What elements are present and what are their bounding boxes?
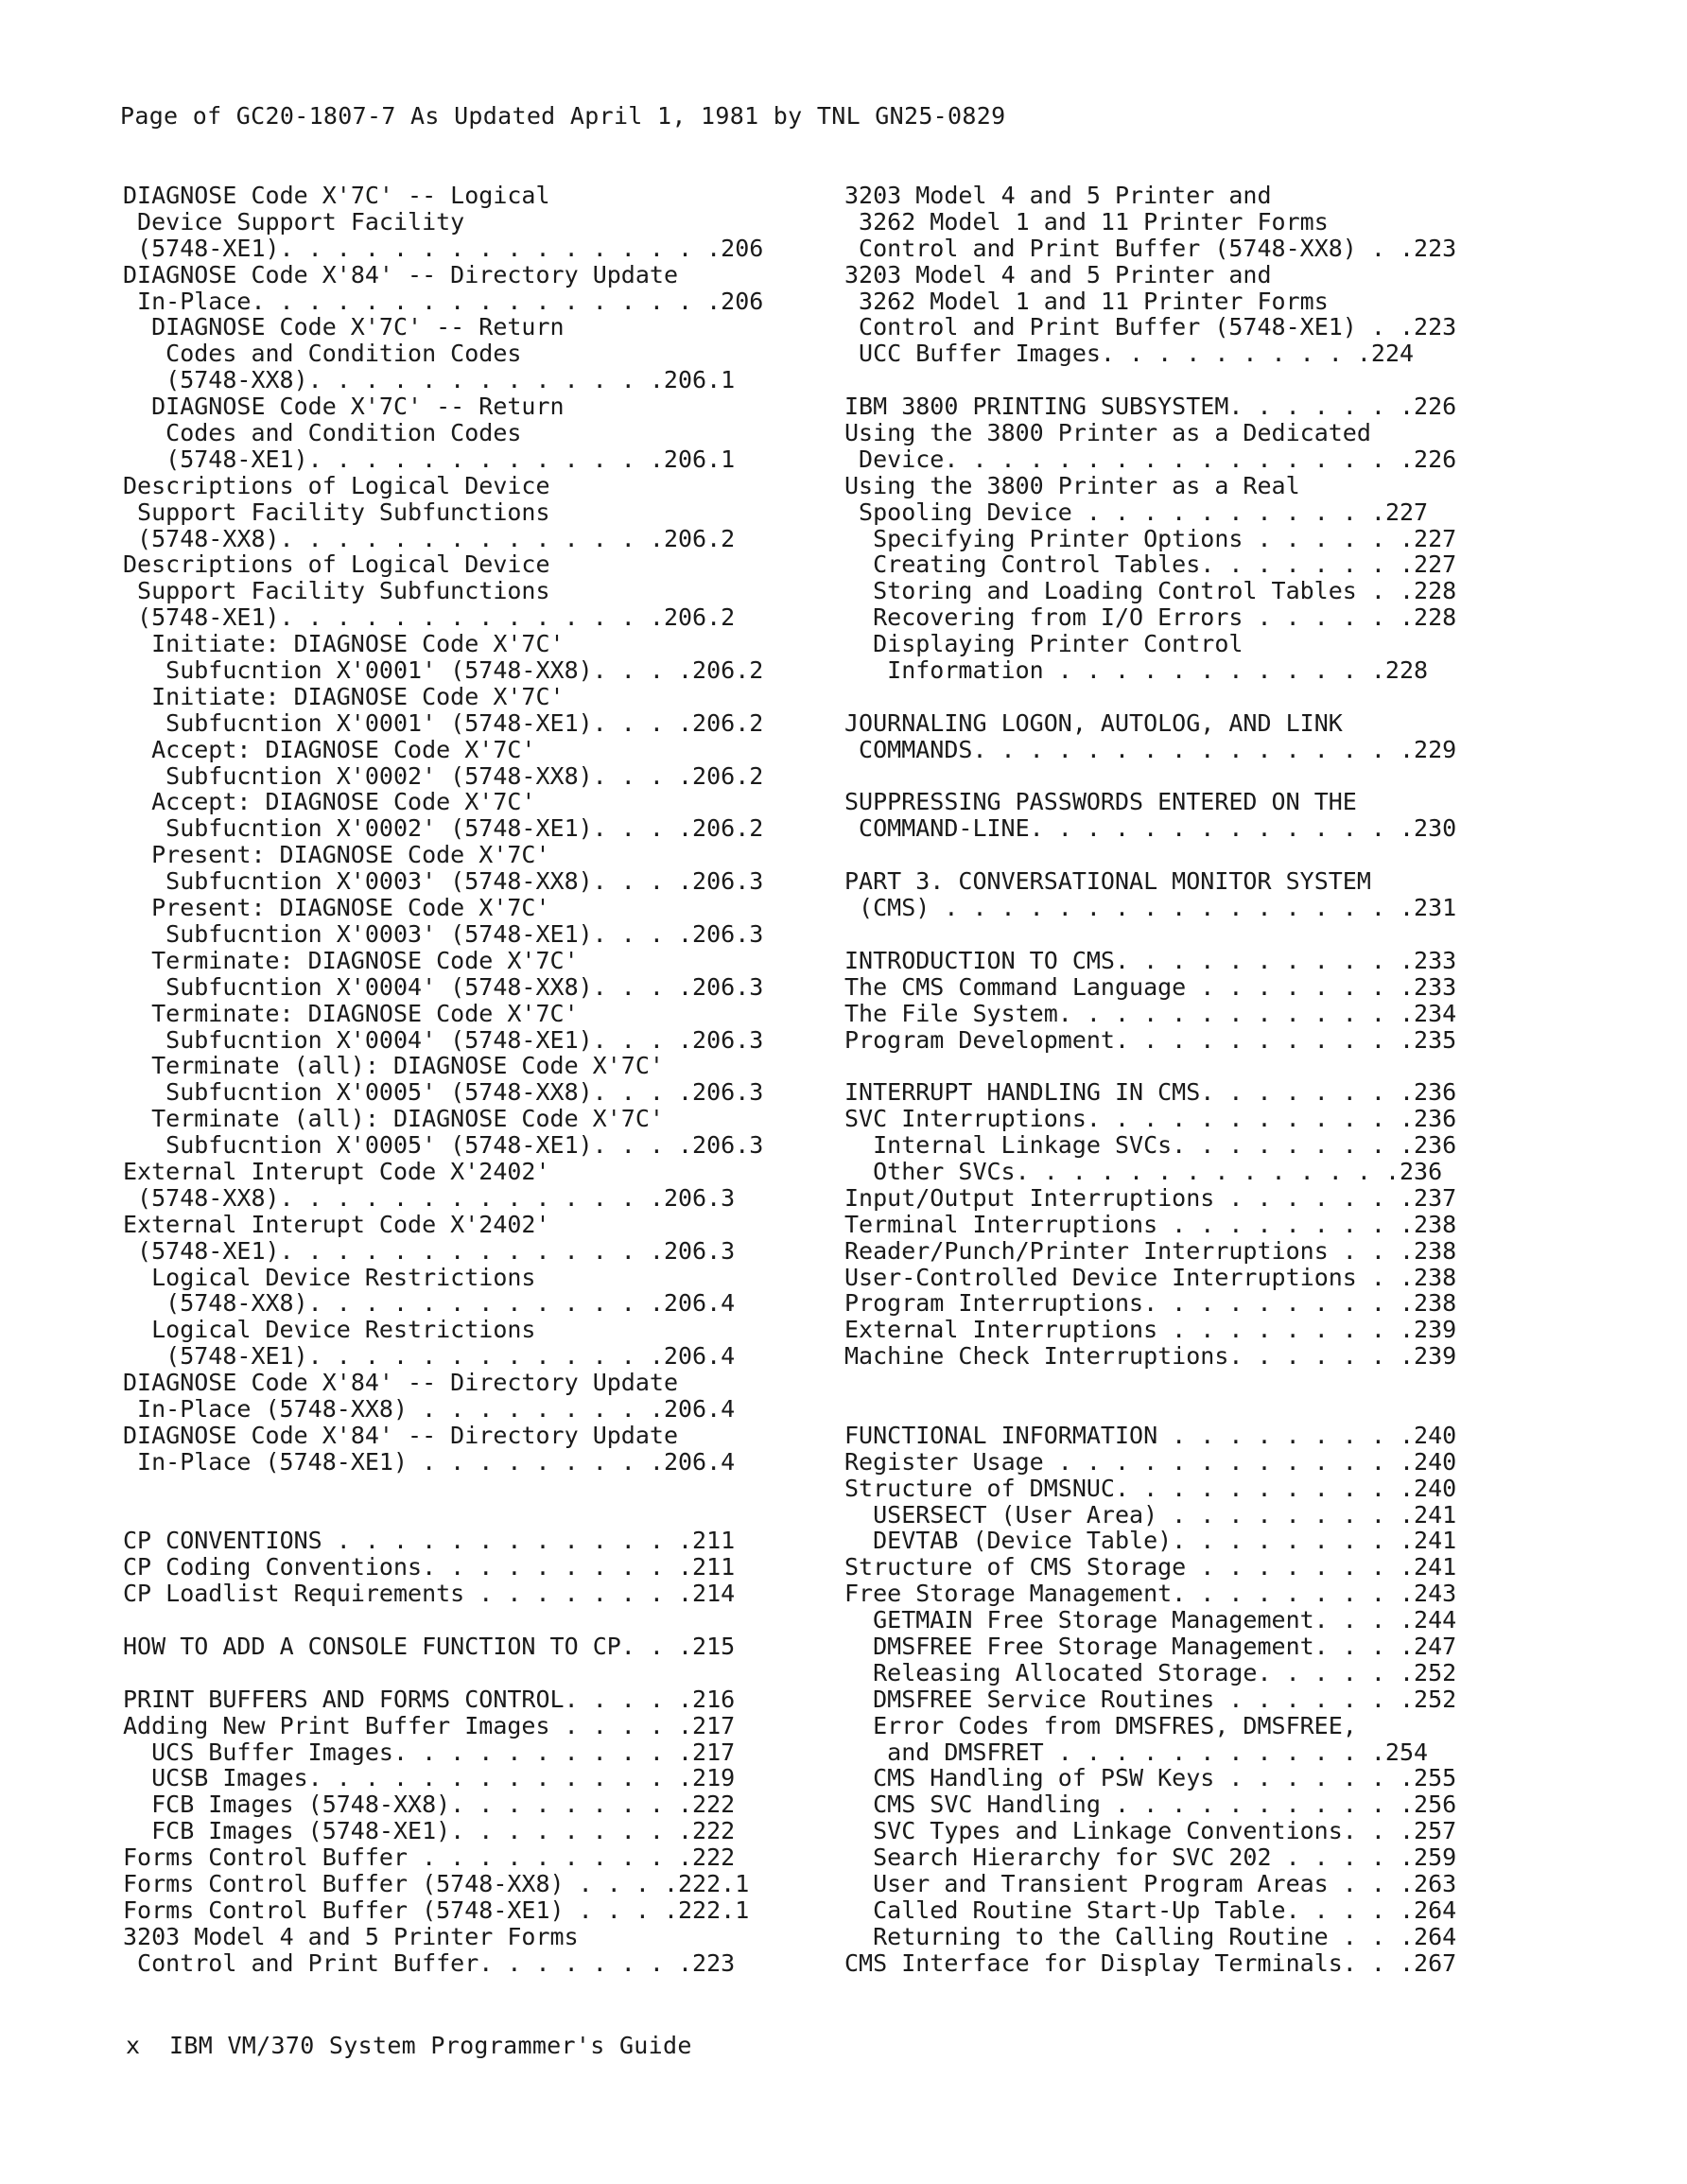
toc-entry: (5748-XE1). . . . . . . . . . . . .206.1 [165, 446, 736, 473]
toc-entry: Subfucntion X'0002' (5748-XE1). . . .206.2 [165, 815, 764, 843]
toc-entry: (5748-XE1). . . . . . . . . . . . .206.4 [165, 1343, 736, 1371]
toc-entry: The File System. . . . . . . . . . . . .234 [844, 1000, 1457, 1027]
toc-entry: Logical Device Restrictions [151, 1317, 536, 1344]
toc-entry: Initiate: DIAGNOSE Code X'7C' [151, 631, 565, 658]
toc-entry: User and Transient Program Areas . . .263 [873, 1871, 1457, 1897]
toc-entry: Subfucntion X'0004' (5748-XX8). . . .206.3 [165, 973, 764, 1001]
toc-entry: (5748-XX8). . . . . . . . . . . . .206.1 [165, 367, 736, 394]
page-footer: x IBM VM/370 System Programmer's Guide [126, 2032, 692, 2059]
toc-entry: CP Loadlist Requirements . . . . . . . .214 [123, 1581, 736, 1608]
toc-entry: Subfucntion X'0005' (5748-XX8). . . .206.3 [165, 1079, 764, 1107]
toc-entry: (5748-XX8). . . . . . . . . . . . . .206.3 [137, 1184, 736, 1212]
toc-entry: (5748-XE1). . . . . . . . . . . . . .206.2 [137, 604, 736, 632]
toc-entry: In-Place (5748-XX8) . . . . . . . . .206.4 [137, 1395, 736, 1423]
blank-line [844, 1053, 1563, 1079]
toc-entry: Present: DIAGNOSE Code X'7C' [151, 895, 550, 921]
toc-entry: (5748-XX8). . . . . . . . . . . . .206.4 [165, 1290, 736, 1318]
toc-entry: Descriptions of Logical Device [123, 551, 550, 579]
toc-entry: USERSECT (User Area) . . . . . . . . .241 [873, 1501, 1457, 1529]
toc-entry: Using the 3800 Printer as a Dedicated [844, 420, 1371, 446]
toc-entry: DIAGNOSE Code X'84' -- Directory Update [123, 261, 678, 288]
toc-entry: Present: DIAGNOSE Code X'7C' [151, 842, 550, 869]
toc-entry: Control and Print Buffer. . . . . . . .223 [137, 1949, 736, 1977]
toc-entry: Support Facility Subfunctions [137, 578, 550, 605]
toc-entry: Other SVCs. . . . . . . . . . . . . .236 [873, 1158, 1443, 1185]
toc-entry: CMS Handling of PSW Keys . . . . . . .255 [873, 1765, 1457, 1792]
toc-entry: Control and Print Buffer (5748-XE1) . .223 [859, 314, 1457, 341]
toc-entry: Device. . . . . . . . . . . . . . . . .226 [859, 446, 1457, 473]
toc-entry: Accept: DIAGNOSE Code X'7C' [151, 736, 536, 763]
toc-entry: Subfucntion X'0005' (5748-XE1). . . .206.3 [165, 1132, 764, 1159]
toc-entry: PART 3. CONVERSATIONAL MONITOR SYSTEM [844, 868, 1371, 896]
toc-entry: 3262 Model 1 and 11 Printer Forms [859, 288, 1329, 315]
toc-entry: Program Interruptions. . . . . . . . . .238 [844, 1290, 1457, 1318]
toc-entry: Codes and Condition Codes [165, 341, 522, 368]
blank-line [844, 684, 1563, 710]
toc-entry: Support Facility Subfunctions [137, 498, 550, 526]
toc-entry: HOW TO ADD A CONSOLE FUNCTION TO CP. . .215 [123, 1633, 736, 1660]
toc-entry: Information . . . . . . . . . . . .228 [887, 657, 1429, 684]
blank-line [123, 1607, 823, 1634]
toc-entry: DIAGNOSE Code X'7C' -- Return [151, 393, 565, 421]
toc-entry: IBM 3800 PRINTING SUBSYSTEM. . . . . . .226 [844, 393, 1457, 421]
toc-entry: Subfucntion X'0002' (5748-XX8). . . .206.2 [165, 762, 764, 790]
toc-entry: External Interruptions . . . . . . . . .239 [844, 1317, 1457, 1344]
toc-entry: PRINT BUFFERS AND FORMS CONTROL. . . . .216 [123, 1686, 736, 1713]
toc-entry: 3203 Model 4 and 5 Printer and [844, 261, 1272, 288]
toc-entry: 3203 Model 4 and 5 Printer Forms [123, 1923, 579, 1950]
toc-entry: Specifying Printer Options . . . . . .227 [873, 525, 1457, 552]
toc-entry: Error Codes from DMSFRES, DMSFREE, [873, 1712, 1357, 1739]
blank-line [123, 1502, 823, 1529]
toc-entry: DMSFREE Service Routines . . . . . . .252 [873, 1686, 1457, 1713]
toc-entry: DIAGNOSE Code X'84' -- Directory Update [123, 1370, 678, 1396]
toc-entry: User-Controlled Device Interruptions . .238 [844, 1264, 1457, 1291]
toc-entry: Codes and Condition Codes [165, 420, 522, 446]
toc-entry: Returning to the Calling Routine . . .264 [873, 1923, 1457, 1950]
toc-entry: Terminate (all): DIAGNOSE Code X'7C' [151, 1106, 664, 1133]
toc-entry: INTERRUPT HANDLING IN CMS. . . . . . . .236 [844, 1079, 1457, 1107]
toc-entry: Accept: DIAGNOSE Code X'7C' [151, 789, 536, 816]
toc-entry: Structure of CMS Storage . . . . . . . .241 [844, 1554, 1457, 1581]
toc-entry: INTRODUCTION TO CMS. . . . . . . . . . .233 [844, 947, 1457, 974]
toc-entry: DEVTAB (Device Table). . . . . . . . .241 [873, 1528, 1457, 1555]
toc-entry: Subfucntion X'0003' (5748-XX8). . . .206.3 [165, 868, 764, 896]
toc-entry: GETMAIN Free Storage Management. . . .244 [873, 1607, 1457, 1634]
blank-line [844, 1396, 1563, 1423]
toc-left-column [123, 183, 823, 1977]
toc-entry: SUPPRESSING PASSWORDS ENTERED ON THE [844, 789, 1357, 816]
toc-entry: CP Coding Conventions. . . . . . . . . .211 [123, 1554, 736, 1581]
toc-entry: JOURNALING LOGON, AUTOLOG, AND LINK [844, 709, 1343, 737]
toc-entry: Forms Control Buffer (5748-XX8) . . . .222.1 [123, 1871, 750, 1897]
toc-entry: DIAGNOSE Code X'84' -- Directory Update [123, 1422, 678, 1449]
toc-entry: Program Development. . . . . . . . . . .235 [844, 1026, 1457, 1054]
toc-entry: DIAGNOSE Code X'7C' -- Return [151, 314, 565, 341]
toc-entry: Subfucntion X'0001' (5748-XE1). . . .206.2 [165, 709, 764, 737]
toc-entry: Displaying Printer Control [873, 631, 1244, 658]
toc-entry: Using the 3800 Printer as a Real [844, 472, 1300, 499]
toc-entry: Register Usage . . . . . . . . . . . . .240 [844, 1448, 1457, 1476]
toc-entry: Device Support Facility [137, 208, 465, 236]
toc-entry: CP CONVENTIONS . . . . . . . . . . . . .211 [123, 1528, 736, 1555]
toc-entry: Search Hierarchy for SVC 202 . . . . .259 [873, 1844, 1457, 1871]
toc-entry: UCSB Images. . . . . . . . . . . . . .219 [151, 1765, 736, 1792]
toc-entry: Structure of DMSNUC. . . . . . . . . . .240 [844, 1475, 1457, 1502]
toc-entry: Logical Device Restrictions [151, 1264, 536, 1291]
toc-entry: CMS SVC Handling . . . . . . . . . . .256 [873, 1791, 1457, 1819]
toc-entry: (5748-XE1). . . . . . . . . . . . . . . .206 [137, 235, 764, 262]
toc-entry: The CMS Command Language . . . . . . . .233 [844, 973, 1457, 1001]
page-header: Page of GC20-1807-7 As Updated April 1, 1981 by TNL GN25-0829 [120, 102, 1006, 130]
blank-line [123, 1476, 823, 1502]
toc-entry: SVC Types and Linkage Conventions. . .257 [873, 1818, 1457, 1845]
toc-right-column [844, 183, 1563, 1977]
toc-entry: Terminate: DIAGNOSE Code X'7C' [151, 947, 579, 974]
toc-entry: In-Place (5748-XE1) . . . . . . . . .206.4 [137, 1448, 736, 1476]
blank-line [844, 842, 1563, 868]
toc-entry: 3262 Model 1 and 11 Printer Forms [859, 208, 1329, 236]
toc-entry: DMSFREE Free Storage Management. . . .247 [873, 1633, 1457, 1660]
toc-entry: UCS Buffer Images. . . . . . . . . . .217 [151, 1738, 736, 1766]
toc-entry: FUNCTIONAL INFORMATION . . . . . . . . .240 [844, 1422, 1457, 1449]
toc-entry: Forms Control Buffer . . . . . . . . . .222 [123, 1844, 736, 1871]
toc-entry: Reader/Punch/Printer Interruptions . . .238 [844, 1237, 1457, 1265]
blank-line [844, 1370, 1563, 1396]
toc-entry: (5748-XX8). . . . . . . . . . . . . .206.2 [137, 525, 736, 552]
toc-entry: Recovering from I/O Errors . . . . . .228 [873, 604, 1457, 632]
toc-entry: External Interupt Code X'2402' [123, 1211, 550, 1238]
toc-entry: Storing and Loading Control Tables . .228 [873, 578, 1457, 605]
toc-entry: Releasing Allocated Storage. . . . . .252 [873, 1659, 1457, 1686]
toc-entry: Machine Check Interruptions. . . . . . .239 [844, 1343, 1457, 1371]
toc-entry: Control and Print Buffer (5748-XX8) . .223 [859, 235, 1457, 262]
toc-entry: Terminal Interruptions . . . . . . . . .238 [844, 1211, 1457, 1238]
toc-entry: Subfucntion X'0001' (5748-XX8). . . .206.2 [165, 657, 764, 684]
toc-entry: 3203 Model 4 and 5 Printer and [844, 183, 1272, 209]
toc-entry: and DMSFRET . . . . . . . . . . . .254 [887, 1738, 1429, 1766]
toc-entry: Subfucntion X'0003' (5748-XE1). . . .206.3 [165, 920, 764, 948]
blank-line [844, 367, 1563, 393]
toc-entry: Internal Linkage SVCs. . . . . . . . .236 [873, 1132, 1457, 1159]
toc-entry: FCB Images (5748-XX8). . . . . . . . .222 [151, 1791, 736, 1819]
toc-entry: In-Place. . . . . . . . . . . . . . . . .206 [137, 288, 764, 315]
toc-entry: Subfucntion X'0004' (5748-XE1). . . .206.3 [165, 1026, 764, 1054]
blank-line [844, 763, 1563, 790]
toc-entry: Creating Control Tables. . . . . . . .227 [873, 551, 1457, 579]
toc-entry: Adding New Print Buffer Images . . . . .217 [123, 1712, 736, 1739]
toc-entry: FCB Images (5748-XE1). . . . . . . . .222 [151, 1818, 736, 1845]
toc-entry: Initiate: DIAGNOSE Code X'7C' [151, 683, 565, 710]
toc-entry: UCC Buffer Images. . . . . . . . . .224 [859, 341, 1415, 368]
toc-entry: Terminate: DIAGNOSE Code X'7C' [151, 1000, 579, 1027]
toc-entry: External Interupt Code X'2402' [123, 1158, 550, 1185]
toc-entry: CMS Interface for Display Terminals. . .267 [844, 1949, 1457, 1977]
blank-line [844, 921, 1563, 948]
toc-entry: Input/Output Interruptions . . . . . . .237 [844, 1184, 1457, 1212]
toc-entry: Free Storage Management. . . . . . . . .243 [844, 1581, 1457, 1608]
toc-entry: COMMANDS. . . . . . . . . . . . . . . .229 [859, 736, 1457, 763]
toc-entry: (CMS) . . . . . . . . . . . . . . . . .231 [859, 895, 1457, 921]
toc-entry: Terminate (all): DIAGNOSE Code X'7C' [151, 1053, 664, 1080]
toc-entry: Spooling Device . . . . . . . . . . .227 [859, 498, 1429, 526]
toc-entry: COMMAND-LINE. . . . . . . . . . . . . .230 [859, 815, 1457, 843]
toc-entry: SVC Interruptions. . . . . . . . . . . .236 [844, 1106, 1457, 1133]
toc-entry: Descriptions of Logical Device [123, 472, 550, 499]
blank-line [123, 1660, 823, 1686]
toc-entry: Forms Control Buffer (5748-XE1) . . . .222.1 [123, 1896, 750, 1924]
toc-entry: Called Routine Start-Up Table. . . . .264 [873, 1896, 1457, 1924]
toc-entry: (5748-XE1). . . . . . . . . . . . . .206.3 [137, 1237, 736, 1265]
toc-entry: DIAGNOSE Code X'7C' -- Logical [123, 183, 550, 209]
